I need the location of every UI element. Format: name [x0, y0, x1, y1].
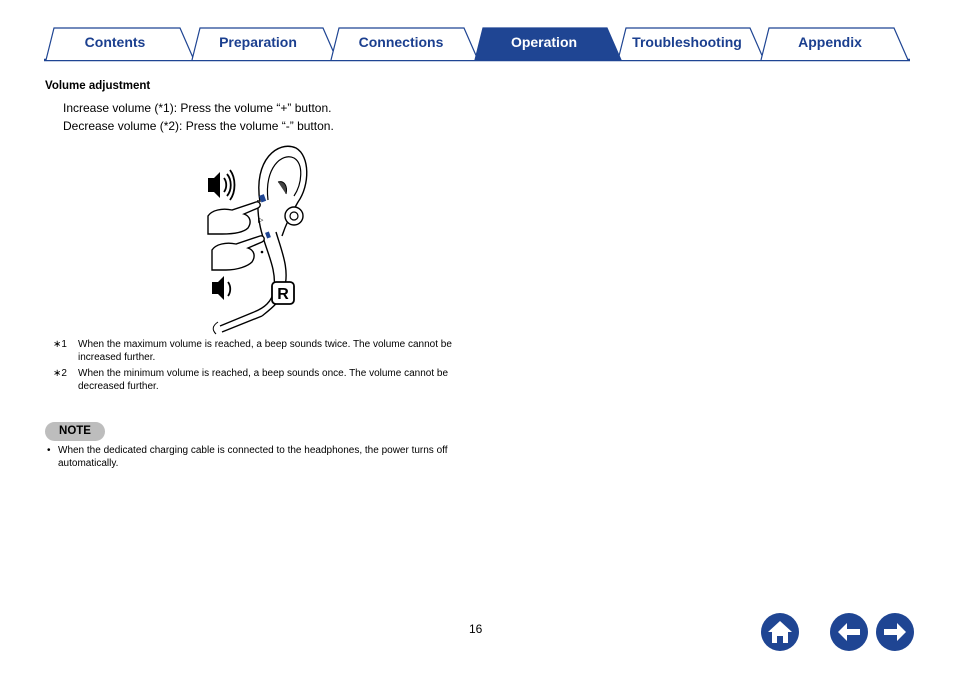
tab-preparation[interactable]: Preparation [219, 34, 297, 50]
footnote-text: When the maximum volume is reached, a beep sounds twice. The volume cannot be increased further. [78, 339, 452, 363]
page-number: 16 [469, 622, 483, 636]
tab-contents[interactable]: Contents [84, 34, 146, 50]
volume-up-icon [208, 170, 235, 200]
note-badge: NOTE [45, 422, 105, 441]
forward-button[interactable] [876, 613, 914, 651]
bullet-dot: • [47, 445, 51, 456]
right-side-label: R [277, 286, 289, 303]
home-icon [761, 613, 799, 651]
back-button[interactable] [830, 613, 868, 651]
tab-appendix[interactable]: Appendix [798, 34, 862, 50]
instruction-decrease: Decrease volume (*2): Press the volume “-” button. [63, 119, 334, 133]
footnote-marker: ∗1 [53, 339, 67, 350]
tab-bar [44, 26, 910, 62]
svg-text:▷: ▷ [258, 217, 264, 224]
note-text: When the dedicated charging cable is connected to the headphones, the power turns off automatically. [58, 445, 448, 469]
footnote-text: When the minimum volume is reached, a beep sounds once. The volume cannot be decreased further. [78, 368, 449, 392]
tab-connections[interactable]: Connections [358, 34, 444, 50]
volume-down-icon [212, 276, 230, 300]
section-heading: Volume adjustment [45, 80, 151, 92]
arrow-right-icon [876, 613, 914, 651]
arrow-left-icon [830, 613, 868, 651]
tab-troubleshooting[interactable]: Troubleshooting [632, 34, 742, 50]
headphone-illustration [198, 140, 318, 340]
home-button[interactable] [761, 613, 799, 651]
instruction-increase: Increase volume (*1): Press the volume “+” button. [63, 101, 332, 115]
footnote-marker: ∗2 [53, 368, 67, 379]
tab-operation[interactable]: Operation [510, 34, 578, 50]
